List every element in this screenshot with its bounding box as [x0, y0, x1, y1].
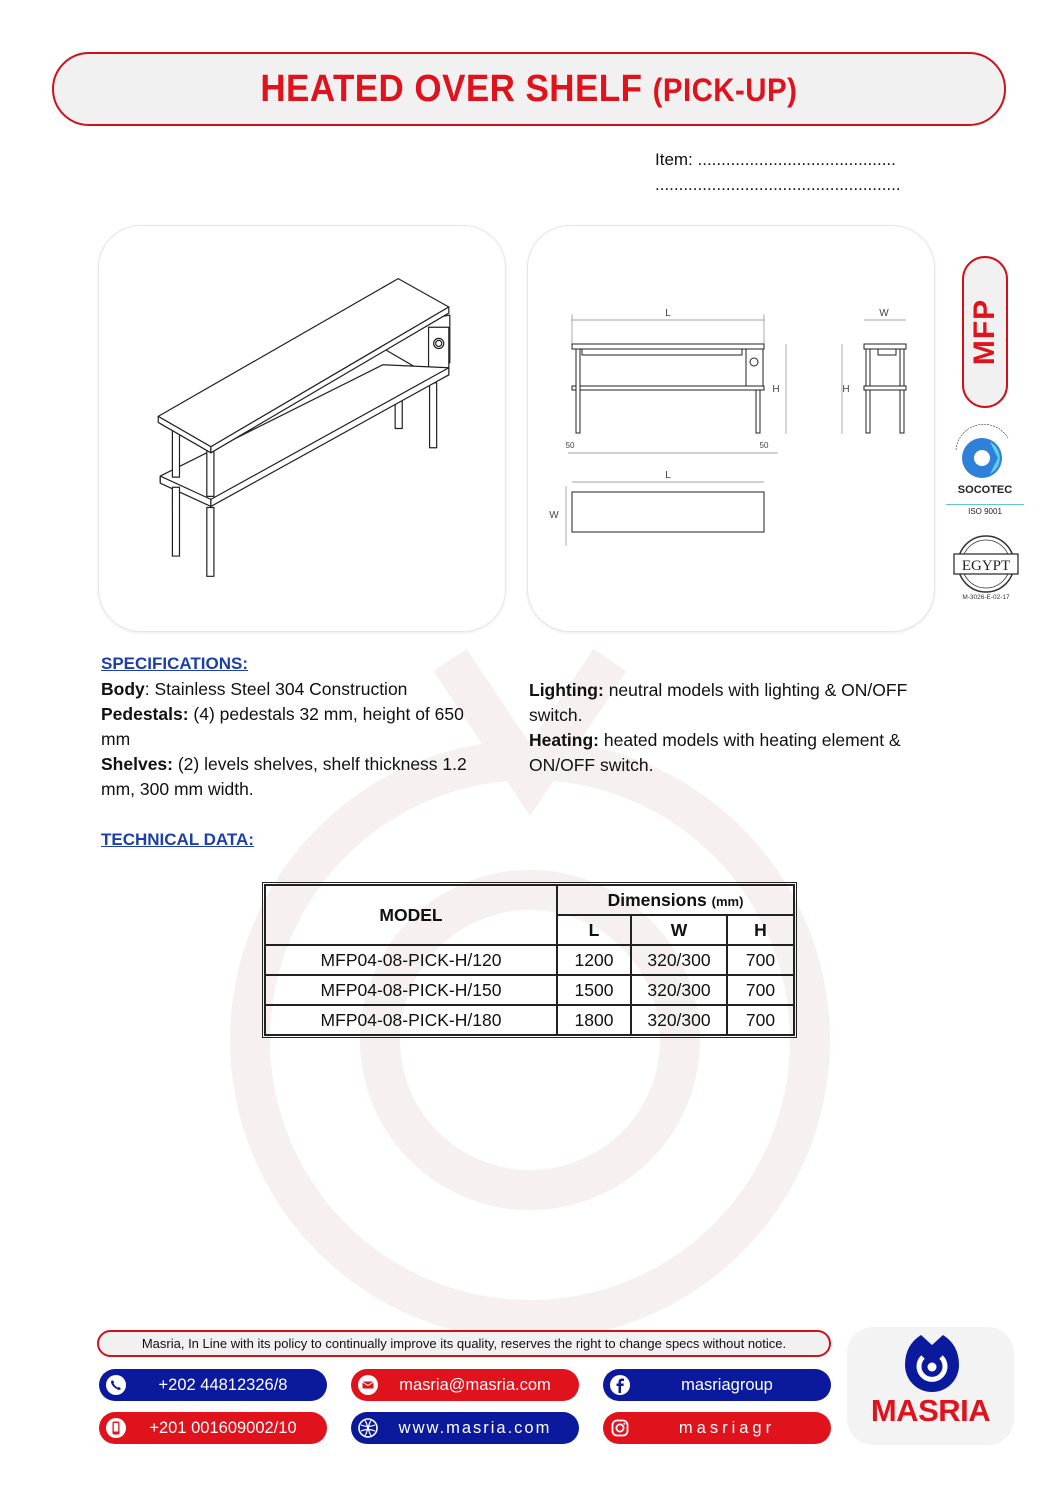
table-row [265, 975, 794, 1005]
dim-label-offset-left: 50 [565, 441, 575, 450]
cert-socotec: SOCOTEC [957, 484, 1013, 496]
masria-logo [847, 1327, 1014, 1445]
col-dimensions-unit: (mm) [711, 893, 744, 909]
technical-data-heading: TECHNICAL DATA: [101, 830, 254, 849]
spec-sep: : [144, 679, 155, 699]
cell-h: 700 [727, 975, 794, 1005]
cell-model: MFP04-08-PICK-H/180 [265, 1005, 557, 1035]
item-field-line2: .................................................... [655, 175, 901, 194]
mobile-icon [105, 1417, 127, 1439]
title-banner [52, 52, 1006, 126]
spec-shelves [101, 752, 481, 802]
product-isometric-image [99, 226, 505, 631]
instagram-icon [609, 1417, 631, 1439]
masria-logo-mark [905, 1335, 959, 1393]
mfp-label: MFP [968, 298, 1002, 366]
specifications-left [101, 677, 481, 802]
spec-text: (4) pedestals 32 mm, height of 650 mm [101, 704, 464, 749]
contact-text: +201 001609002/10 [149, 1418, 297, 1437]
spec-text: neutral models with lighting & ON/OFF switch. [529, 680, 908, 725]
dim-label-width-side: W [879, 308, 889, 319]
cell-l: 1500 [557, 975, 631, 1005]
spec-lighting [529, 678, 959, 728]
phone-icon [105, 1374, 127, 1396]
dim-label-width-plan: W [549, 510, 559, 521]
cell-w: 320/300 [631, 975, 727, 1005]
dim-label-height: H [772, 384, 780, 395]
made-in-egypt-seal [946, 530, 1026, 602]
cell-h: 700 [727, 945, 794, 975]
cert-iso: ISO 9001 [946, 504, 1024, 516]
col-dimensions-label: Dimensions [607, 889, 707, 910]
notice-banner: Masria, In Line with its policy to continually improve its quality, reserves the right to change specs without notice. [97, 1330, 831, 1357]
cell-w: 320/300 [631, 945, 727, 975]
table-header-row [265, 885, 794, 915]
contact-email[interactable] [351, 1369, 579, 1401]
cell-model: MFP04-08-PICK-H/120 [265, 945, 557, 975]
item-field: Item: .......................................... [655, 150, 896, 169]
dim-label-height-side: H [842, 384, 850, 395]
dimension-drawing-image [528, 226, 934, 631]
spec-label: Heating: [529, 730, 599, 750]
email-icon [357, 1374, 379, 1396]
spec-text: Stainless Steel 304 Construction [154, 679, 408, 699]
col-dimensions [557, 885, 794, 915]
contact-mobile[interactable] [99, 1412, 327, 1444]
col-l: L [557, 915, 631, 945]
svg-text:EGYPT: EGYPT [961, 558, 1011, 574]
spec-label: Pedestals: [101, 704, 189, 724]
col-h: H [727, 915, 794, 945]
spec-body [101, 677, 481, 702]
cell-l: 1200 [557, 945, 631, 975]
contact-phone[interactable] [99, 1369, 327, 1401]
title-sub: (PICK-UP) [652, 71, 798, 108]
table-row [265, 1005, 794, 1035]
col-w: W [631, 915, 727, 945]
contact-text: masriagr [678, 1418, 776, 1437]
masria-logo-text: MASRIA [870, 1393, 991, 1428]
contact-facebook[interactable] [603, 1369, 831, 1401]
isometric-drawing [99, 226, 505, 631]
contact-text: masria@masria.com [399, 1375, 551, 1394]
spec-text: heated models with heating element & ON/OFF switch. [529, 730, 901, 775]
contact-text: www.masria.com [398, 1418, 552, 1437]
spec-label: Shelves: [101, 754, 173, 774]
contact-text: +202 44812326/8 [158, 1375, 288, 1394]
spec-label: Body [101, 679, 145, 699]
col-model: MODEL [265, 885, 557, 945]
cell-model: MFP04-08-PICK-H/150 [265, 975, 557, 1005]
orthographic-drawing [528, 226, 934, 631]
dim-label-offset-right: 50 [759, 441, 769, 450]
contact-instagram[interactable] [603, 1412, 831, 1444]
dim-label-length: L [665, 308, 671, 319]
spec-text: (2) levels shelves, shelf thickness 1.2 mm, 300 mm width. [101, 754, 467, 799]
specifications-right [529, 678, 959, 778]
specifications-heading: SPECIFICATIONS: [101, 654, 249, 673]
mfp-badge [962, 256, 1008, 408]
cell-h: 700 [727, 1005, 794, 1035]
dim-label-length-plan: L [665, 470, 671, 481]
spec-label: Lighting: [529, 680, 604, 700]
title-main: HEATED OVER SHELF [260, 67, 643, 110]
spec-heating [529, 728, 959, 778]
cell-l: 1800 [557, 1005, 631, 1035]
facebook-icon [609, 1374, 631, 1396]
technical-data-table [262, 882, 797, 1038]
spec-pedestals [101, 702, 481, 752]
contact-text: masriagroup [681, 1375, 773, 1394]
table-row [265, 945, 794, 975]
page-title [260, 68, 797, 111]
cell-w: 320/300 [631, 1005, 727, 1035]
contact-website[interactable] [351, 1412, 579, 1444]
svg-text:M-3026-E-02-17: M-3026-E-02-17 [962, 594, 1010, 601]
globe-icon [357, 1417, 379, 1439]
